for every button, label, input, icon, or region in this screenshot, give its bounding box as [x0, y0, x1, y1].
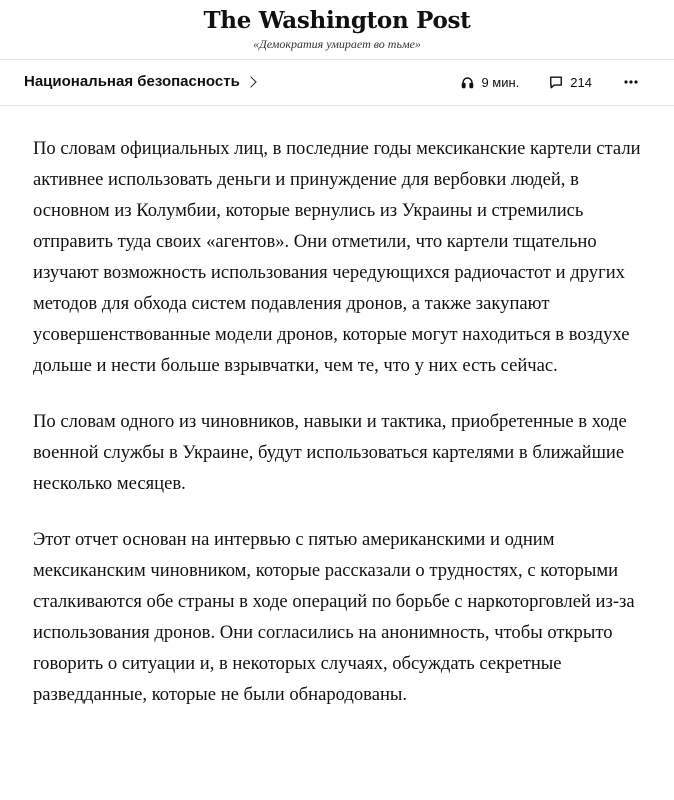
masthead-tagline: «Демократия умирает во тьме» [253, 37, 421, 51]
masthead [0, 0, 674, 58]
article-body [33, 133, 643, 735]
more-horizontal-icon[interactable] [624, 72, 638, 92]
article-tools [461, 72, 638, 92]
listen-button[interactable] [461, 75, 519, 90]
article-paragraph-3: Этот отчет основан на интервью с пятью американскими и одним мексиканским чиновником, которые рассказали о трудностях, с которыми сталкиваются обе страны в ходе операций по борьбе с наркоторговлей из-за использования дронов. Они согласились на анонимность, чтобы открыто говорить о ситуации и, в некоторых случаях, обсуждать секретные разведданные, которые не были обнародованы. [33, 529, 635, 705]
read-time: 9 мин. [481, 74, 520, 90]
comment-icon [549, 75, 563, 89]
section-link-label: Национальная безопасность [24, 73, 240, 90]
headphones-icon [461, 76, 474, 89]
article-paragraph-1: По словам официальных лиц, в последние годы мексиканские картели стали активнее использовать деньги и принуждение для вербовки людей, в основном из Колумбии, которые вернулись из Украины и стремились отправить туда своих «агентов». Они отметили, что картели тщательно изучают возможность использования чередующихся радиочастот и других методов для обхода систем подавления дронов, а также закупают усовершенствованные модели дронов, которые могут находиться в воздухе дольше и нести больше взрывчатки, чем те, что у них есть сейчас. [33, 138, 641, 376]
article-toolbar [0, 59, 674, 106]
chevron-right-icon [245, 76, 256, 87]
comments-button[interactable] [549, 75, 592, 90]
article-paragraph-2: По словам одного из чиновников, навыки и тактика, приобретенные в ходе военной службы в Украине, будут использоваться картелями в ближайшие несколько месяцев. [33, 411, 627, 494]
washington-post-logo[interactable]: The Washington Post [203, 7, 471, 34]
section-link-national-security[interactable] [24, 73, 255, 90]
comments-count: 214 [570, 74, 592, 90]
